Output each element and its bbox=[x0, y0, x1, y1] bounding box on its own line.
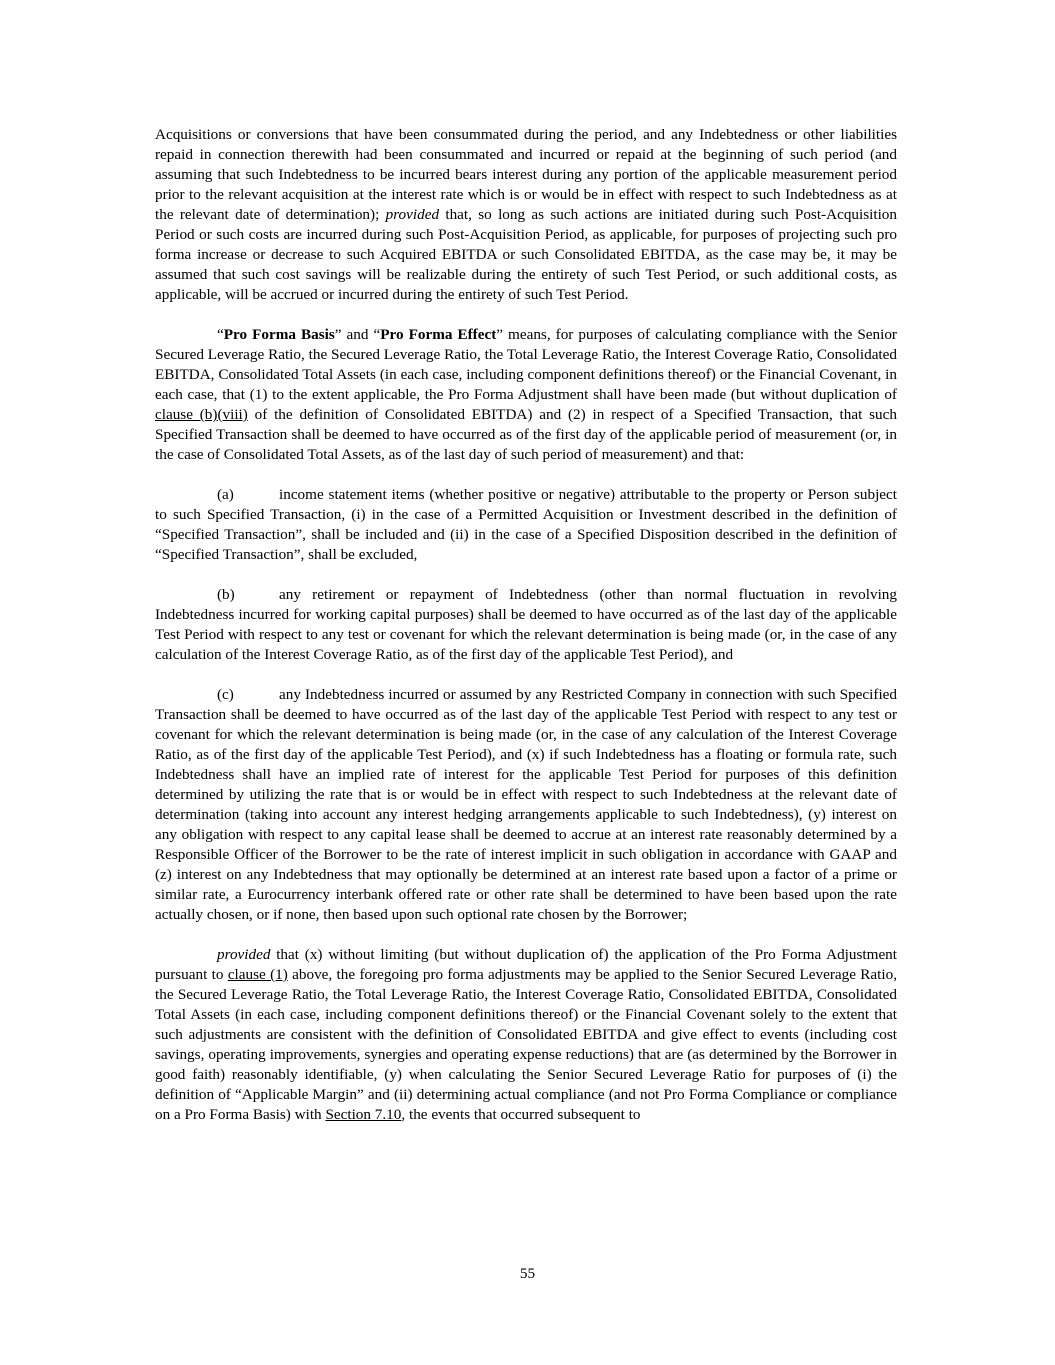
text-run: “ bbox=[217, 326, 224, 343]
text-run: above, the foregoing pro forma adjustments may be applied to the Senior Secured Leverage Ratio, the Secured Leverage Ratio, the Total Leverage Ratio, the Interest Coverage Ratio, Consolidated EBITDA, Consolidated Total Assets (in each case, including component definitions thereof) or the Financial Covenant solely to the extent that such adjustments are consistent with the definition of Consolidated EBITDA and give effect to events (including cost savings, operating improvements, synergies and operating expense reductions) that are (as determined by the Borrower in good faith) reasonably identifiable, (y) when calculating the Senior Secured Leverage Ratio for purposes of (i) the definition of “Applicable Margin” and (ii) determining actual compliance (and not Pro Forma Compliance or compliance on a Pro Forma Basis) with bbox=[155, 966, 897, 1123]
list-item-text: any retirement or repayment of Indebtedness (other than normal fluctuation in revolving Indebtedness incurred for working capital purposes) shall be deemed to have occurred as of the last day of the applicable Test Period with respect to any test or covenant for which the relevant determination is being made (or, in the case of any calculation of the Interest Coverage Ratio, as of the first day of the applicable Test Period), and bbox=[155, 586, 897, 663]
clause-reference-link[interactable]: clause (b)(viii) bbox=[155, 406, 248, 423]
paragraph-pro-forma-definition bbox=[155, 325, 897, 465]
list-item-text: income statement items (whether positive or negative) attributable to the property or Person subject to such Specified Transaction, (i) in the case of a Permitted Acquisition or Investment described in the definition of “Specified Transaction”, shall be included and (ii) in the case of a Specified Disposition described in the definition of “Specified Transaction”, shall be excluded, bbox=[155, 486, 897, 563]
list-item-text: any Indebtedness incurred or assumed by any Restricted Company in connection with such Specified Transaction shall be deemed to have occurred as of the last day of the applicable Test Period with respect to any test or covenant for which the relevant determination is being made (or, in the case of any calculation of the Interest Coverage Ratio, as of the first day of the applicable Test Period), and (x) if such Indebtedness has a floating or formula rate, such Indebtedness shall have an implied rate of interest for the applicable Test Period for purposes of this definition determined by utilizing the rate that is or would be in effect with respect to such Indebtedness at the relevant date of determination (taking into account any interest hedging arrangements applicable to such Indebtedness), (y) interest on any obligation with respect to any capital lease shall be deemed to accrue at an interest rate reasonably determined by a Responsible Officer of the Borrower to be the rate of interest implicit in such obligation in accordance with GAAP and (z) interest on any Indebtedness that may optionally be determined at an interest rate based upon a factor of a prime or similar rate, a Eurocurrency interbank offered rate or other rate shall be determined to have been based upon the rate actually chosen, or if none, then based upon such optional rate chosen by the Borrower; bbox=[155, 686, 897, 923]
text-run: ” and “ bbox=[334, 326, 381, 343]
text-run: , the events that occurred subsequent to bbox=[401, 1106, 641, 1123]
list-item-c bbox=[155, 685, 897, 925]
list-item-a bbox=[155, 485, 897, 565]
text-run: Acquisitions or conversions that have been consummated during the period, and any Indebtedness or other liabilities repaid in connection therewith had been consummated and incurred or repaid at the beginning of such period (and assuming that such Indebtedness to be incurred bears interest during any portion of the applicable measurement period prior to the relevant acquisition at the interest rate which is or would be in effect with respect to such Indebtedness as at the relevant date of determination); bbox=[155, 126, 897, 223]
paragraph-continuation bbox=[155, 125, 897, 305]
text-run: of the definition of Consolidated EBITDA) and (2) in respect of a Specified Transaction, that such Specified Transaction shall be deemed to have occurred as of the first day of the applicable period of measurement (or, in the case of Consolidated Total Assets, as of the last day of such period of measurement) and that: bbox=[155, 406, 897, 463]
list-item-b bbox=[155, 585, 897, 665]
page-number: 55 bbox=[519, 1265, 536, 1282]
list-item-label: (a) bbox=[217, 486, 234, 503]
defined-term-pro-forma-basis: Pro Forma Basis bbox=[223, 326, 335, 343]
paragraph-provided bbox=[155, 945, 897, 1125]
text-run: that (x) without limiting (but without duplication of) the application of the Pro Forma Adjustment pursuant to bbox=[155, 946, 897, 983]
section-reference-link[interactable]: Section 7.10 bbox=[325, 1106, 402, 1123]
text-run: that, so long as such actions are initiated during such Post-Acquisition Period or such costs are incurred during such Post-Acquisition Period, as applicable, for purposes of projecting such pro forma increase or decrease to such Acquired EBITDA or such Consolidated EBITDA, as the case may be, it may be assumed that such cost savings will be realizable during the entirety of such Test Period, or such additional costs, as applicable, will be accrued or incurred during the entirety of such Test Period. bbox=[155, 206, 897, 303]
list-item-label: (b) bbox=[217, 586, 235, 603]
provided-italic: provided bbox=[217, 946, 271, 963]
list-item-label: (c) bbox=[217, 686, 234, 703]
document-page bbox=[155, 125, 897, 1145]
provided-italic: provided bbox=[385, 206, 440, 223]
clause-reference-link[interactable]: clause (1) bbox=[227, 966, 288, 983]
defined-term-pro-forma-effect: Pro Forma Effect bbox=[380, 326, 497, 343]
text-run: ” means, for purposes of calculating compliance with the Senior Secured Leverage Ratio, the Secured Leverage Ratio, the Total Leverage Ratio, the Interest Coverage Ratio, Consolidated EBITDA, Consolidated Total Assets (in each case, including component definitions thereof) or the Financial Covenant, in each case, that (1) to the extent applicable, the Pro Forma Adjustment shall have been made (but without duplication of bbox=[155, 326, 897, 403]
